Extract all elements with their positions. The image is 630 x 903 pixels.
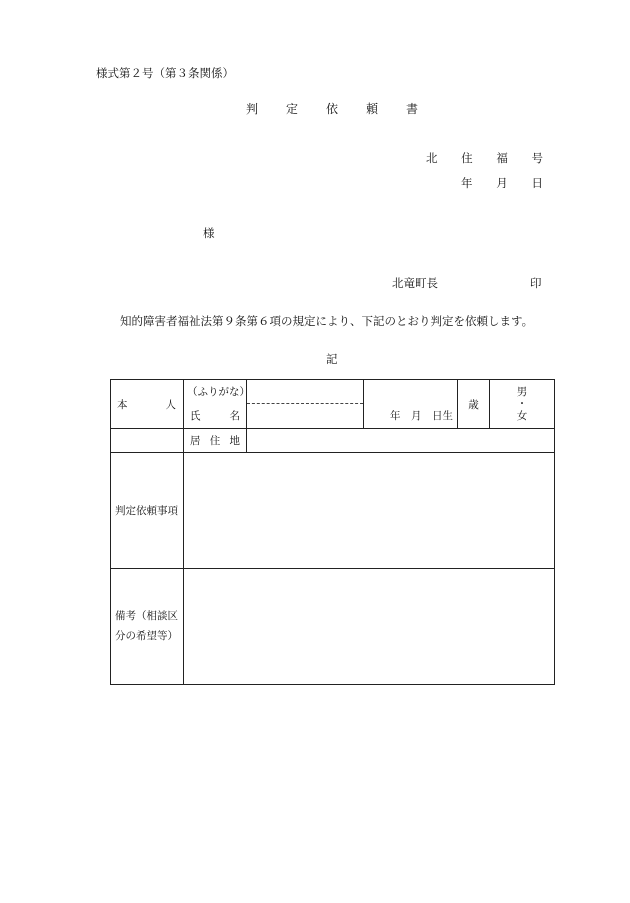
birth-month: 月 (411, 410, 422, 422)
name-label-char: 名 (229, 410, 240, 423)
addressee-honorific: 様 (203, 226, 215, 240)
address-field[interactable] (247, 429, 555, 453)
request-label: 判定依頼事項 (115, 505, 178, 517)
birth-date-cell[interactable] (364, 380, 458, 429)
number-char: 福 (496, 151, 508, 165)
record-heading: 記 (326, 352, 338, 366)
date-month: 月 (496, 176, 508, 190)
birth-year: 年 (390, 410, 401, 422)
date-year: 年 (461, 176, 473, 190)
seal-mark: 印 (530, 276, 542, 290)
address-spacer-cell (111, 429, 184, 453)
issue-date (461, 178, 543, 190)
number-char: 号 (531, 151, 543, 165)
title-char: 判 (246, 102, 259, 116)
furigana-field[interactable] (247, 380, 364, 404)
gender-male[interactable]: 男 (516, 385, 528, 398)
body-text: 知的障害者福祉法第９条第６項の規定により、下記のとおり判定を依頼します。 (120, 314, 534, 328)
title-char: 定 (285, 102, 298, 116)
document-number (426, 153, 543, 165)
date-day: 日 (531, 176, 543, 190)
remarks-field[interactable] (184, 569, 555, 685)
person-label-char: 本 (117, 398, 128, 411)
title-char: 依 (325, 102, 338, 116)
request-form-table (110, 379, 555, 685)
number-char: 住 (461, 151, 473, 165)
remarks-label-line2: 分の希望等） (115, 629, 178, 642)
address-label-char: 住 (209, 435, 221, 447)
person-label-cell (111, 380, 184, 429)
address-label-cell (184, 429, 247, 453)
gender-cell[interactable] (490, 380, 555, 429)
title-char: 頼 (365, 102, 378, 116)
request-label-cell (111, 453, 184, 569)
furigana-label-cell (184, 380, 250, 404)
sender-name: 北竜町長 (392, 276, 438, 290)
address-label-char: 居 (190, 435, 201, 447)
name-label-cell (184, 404, 247, 429)
furigana-label: （ふりがな） (187, 386, 250, 399)
remarks-label-line1: 備考（相談区 (115, 609, 178, 622)
title-char: 書 (405, 102, 418, 116)
birth-day: 日生 (432, 410, 453, 422)
person-label-char: 人 (165, 398, 176, 411)
gender-separator: ・ (516, 397, 528, 410)
age-cell[interactable] (458, 380, 490, 429)
number-char: 北 (426, 151, 438, 165)
age-label: 歳 (468, 398, 479, 411)
name-field[interactable] (247, 404, 364, 429)
form-number: 様式第２号（第３条関係） (96, 66, 234, 80)
name-label-char: 氏 (190, 410, 201, 423)
remarks-label-cell (111, 569, 184, 685)
document-title (246, 103, 418, 115)
request-field[interactable] (184, 453, 555, 569)
gender-female[interactable]: 女 (516, 410, 528, 423)
address-label-char: 地 (229, 435, 240, 447)
